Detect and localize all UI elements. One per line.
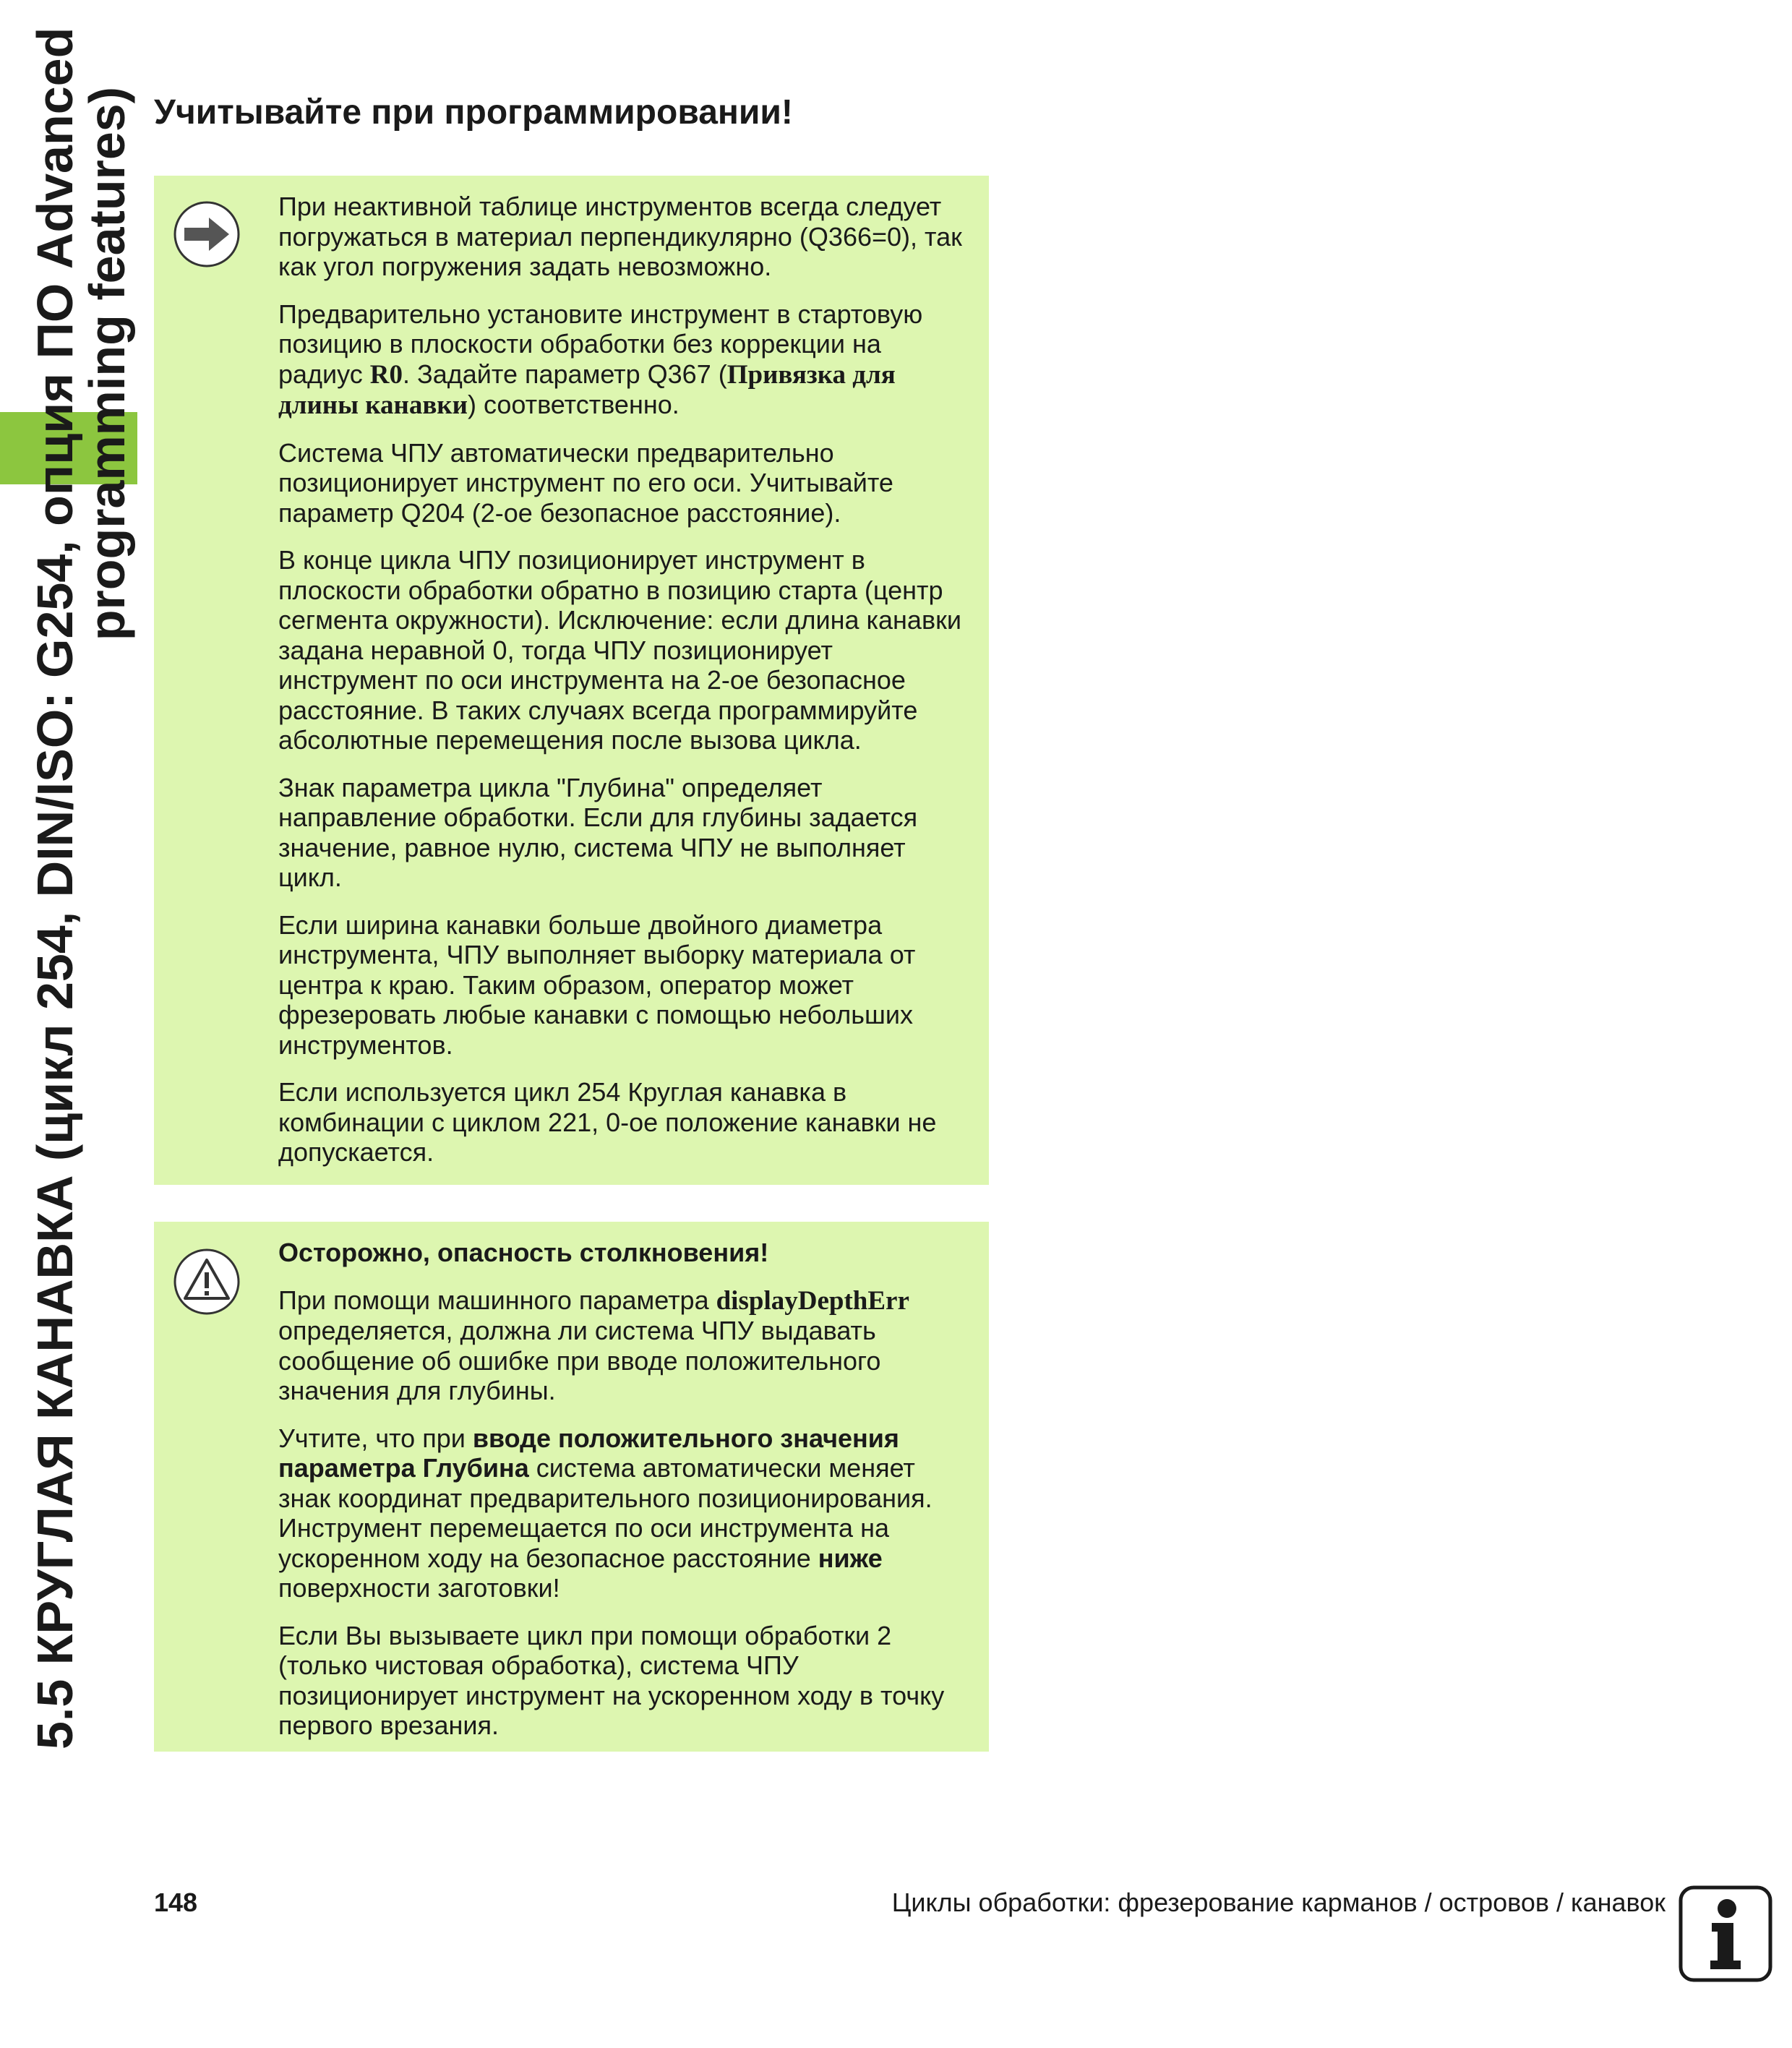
warning-icon	[173, 1248, 241, 1316]
note-paragraph: Учтите, что при вводе положительного значения параметра Глубина система автоматически меняет знак координат предварительного позиционирования. Инструмент перемещается по оси инструмента на ускоренном ходу на безопасное расстояние ниже поверхности заготовки!	[278, 1423, 933, 1603]
programming-notes-box	[154, 176, 989, 1185]
note-paragraph: Если используется цикл 254 Круглая канавка в комбинации с циклом 221, 0-ое положение канавки не допускается.	[278, 1077, 937, 1167]
section-side-title	[27, 27, 135, 1749]
note-paragraph: Предварительно установите инструмент в стартовую позицию в плоскости обработки без коррекции на радиус R0. Задайте параметр Q367 (Привязка для длины канавки) соответственно.	[278, 299, 923, 420]
page-number: 148	[154, 1888, 198, 1917]
arrow-right-icon	[173, 200, 241, 268]
warning-title: Осторожно, опасность столкновения!	[278, 1238, 769, 1267]
section-side-title-line2: programming features)	[79, 87, 135, 641]
page-heading: Учитывайте при программировании!	[154, 93, 793, 132]
chapter-footer-title: Циклы обработки: фрезерование карманов / островов / канавок	[891, 1888, 1665, 1917]
section-side-title-line1: 5.5 КРУГЛАЯ КАНАВКА (цикл 254, DIN/ISO: G254, опция ПО Advanced	[27, 27, 83, 1749]
note-paragraph: При неактивной таблице инструментов всегда следует погружаться в материал перпендикулярно (Q366=0), так как угол погружения задать невозможно.	[278, 192, 962, 281]
collision-warning-box	[154, 1222, 989, 1752]
note-paragraph: Система ЧПУ автоматически предварительно позиционирует инструмент по его оси. Учитывайте параметр Q204 (2-ое безопасное расстояние).	[278, 437, 893, 528]
note-paragraph: В конце цикла ЧПУ позиционирует инструмент в плоскости обработки обратно в позицию старта (центр сегмента окружности). Исключение: если длина канавки задана неравной 0, тогда ЧПУ позиционирует инструмент по оси инструмента на 2-ое безопасное расстояние. В таких случаях всегда программируйте абсолютные перемещения после вызова цикла.	[278, 545, 961, 755]
note-paragraph: Если Вы вызываете цикл при помощи обработки 2 (только чистовая обработка), система ЧПУ позиционирует инструмент на ускоренном ходу в точку первого врезания.	[278, 1620, 945, 1740]
note-paragraph: Знак параметра цикла "Глубина" определяет направление обработки. Если для глубины задается значение, равное нулю, система ЧПУ не выполняет цикл.	[278, 772, 918, 892]
info-icon	[1679, 1885, 1772, 1982]
note-paragraph: При помощи машинного параметра displayDepthErr определяется, должна ли система ЧПУ выдавать сообщение об ошибке при вводе положительного значения для глубины.	[278, 1285, 909, 1405]
note-paragraph: Если ширина канавки больше двойного диаметра инструмента, ЧПУ выполняет выборку материала от центра к краю. Таким образом, оператор может фрезеровать любые канавки с помощью небольших инструментов.	[278, 909, 916, 1060]
